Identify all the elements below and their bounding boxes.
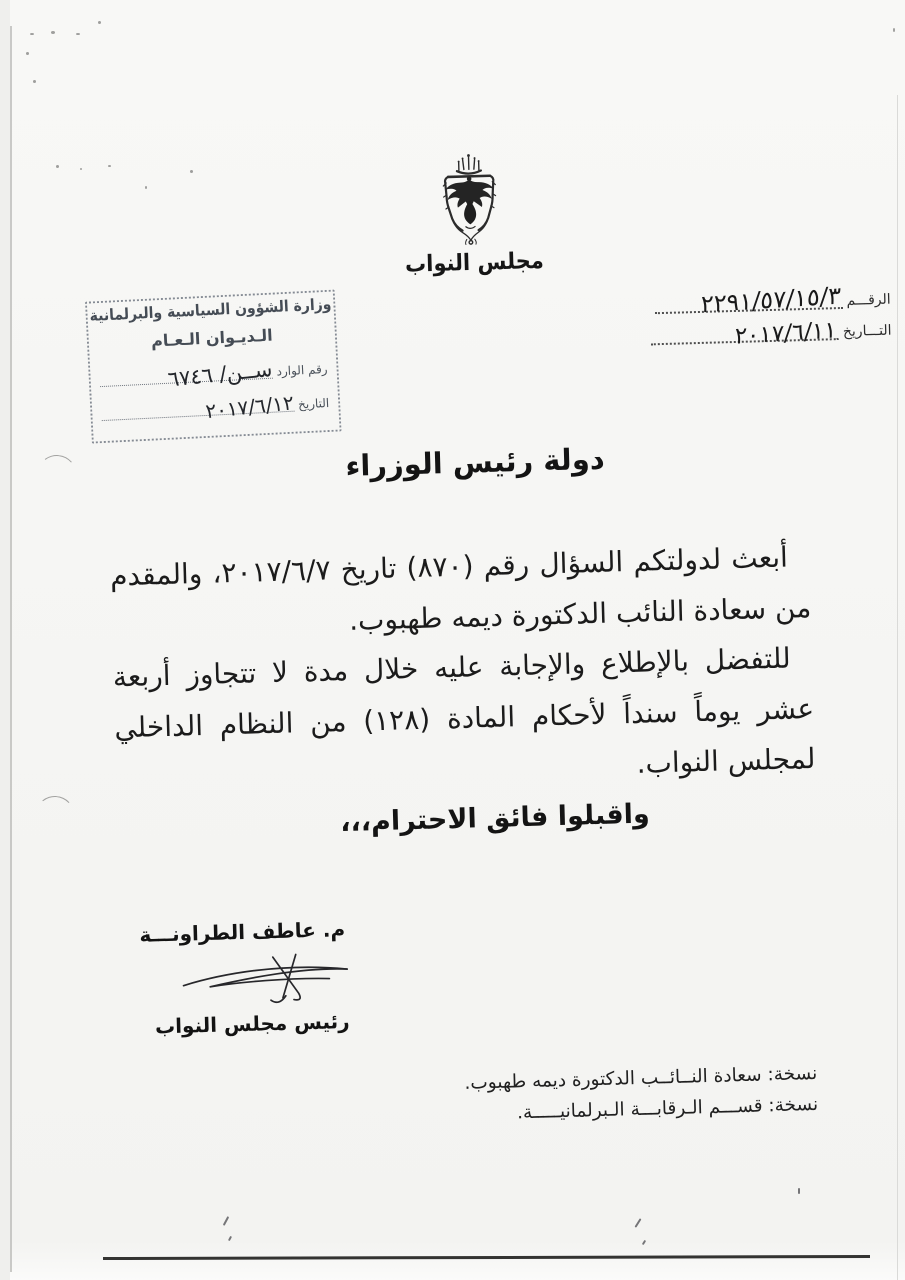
ministry-received-stamp [85,290,342,444]
stamp-date-dotted-line [101,388,296,424]
signer-title: رئيس مجلس النواب [154,1009,350,1039]
scan-speck [893,28,895,32]
stamp-date-value: ٢٠١٧/٦/١٢ [204,390,296,424]
body-paragraph: أبعث لدولتكم السؤال رقم (٨٧٠) تاريخ ٢٠١٧/٦/٧، والمقدم من سعادة النائب الدكتورة ديمه طهبوب. [109,540,812,637]
reference-number-dotted-line [654,281,843,319]
reference-block [632,277,892,350]
closing-line: واقبلوا فائق الاحترام،،، [339,798,651,839]
copy-note: نسخة: قســـم الـرقابـــة الـبرلمانيـــــة. [516,1093,819,1124]
parliament-name-calligraphy: مجلس النواب [404,247,545,278]
copy-note: نسخة: سعادة النــائــب الدكتورة ديمه طهبوب. [464,1062,818,1094]
letter-body [109,532,816,804]
jordan-coat-of-arms-emblem [433,151,506,248]
signature-scribble [177,949,358,1010]
stamp-incoming-label: رقم الوارد [276,361,328,379]
copy-notes [464,1058,818,1130]
recipient-title: دولة رئيس الوزراء [345,441,606,483]
reference-number-label: الرقـــم [846,291,891,309]
reference-date-value: ٢٠١٧/٦/١١ [734,317,838,350]
body-paragraph: للتفضل بالإطلاع والإجابة عليه خلال مدة لا تتجاوز أربعة عشر يوماً سنداً لأحكام المادة (١٢٨) من النظام الداخلي لمجلس النواب. [112,641,816,780]
stamp-incoming-value: ســن/ ٦٧٤٦ [166,356,274,392]
stamp-incoming-dotted-line [99,355,274,392]
reference-date-dotted-line [650,314,839,350]
stamp-office-name: الـديـوان الـعـام [150,325,274,351]
reference-number-value: ٢٢٩١/٥٧/١٥/٣ [699,281,841,319]
stamp-date-label: التاريخ [297,395,330,412]
reference-date-label: التـــاريخ [842,322,892,340]
signer-name: م. عاطف الطراونـــة [139,917,346,947]
stamp-ministry-name: وزارة الشؤون السياسية والبرلمانية [89,295,332,326]
